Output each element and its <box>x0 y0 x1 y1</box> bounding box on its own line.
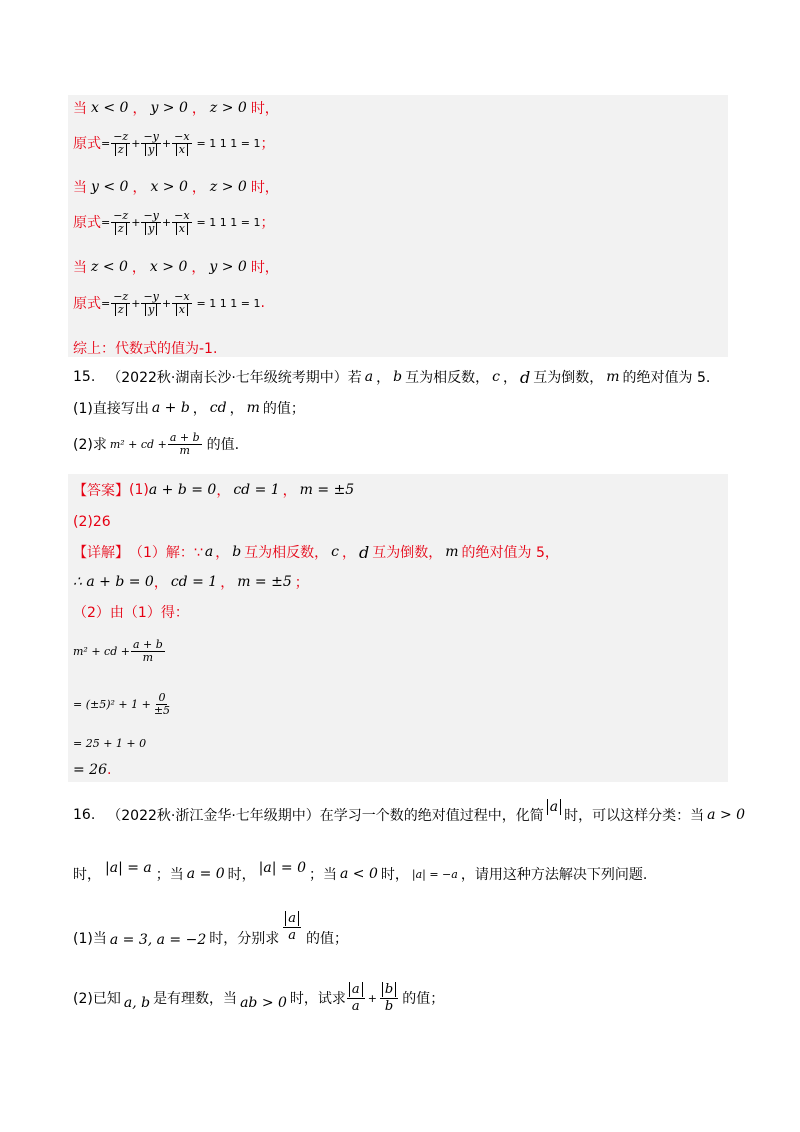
math: b <box>384 998 394 1014</box>
text: ， <box>502 370 517 386</box>
math: −z <box>113 289 129 303</box>
math: y <box>145 143 157 156</box>
text: (1) <box>129 482 149 498</box>
detail-15-step1 <box>73 634 166 668</box>
text: ； <box>260 215 275 231</box>
text: (1)当 <box>73 931 107 947</box>
answer-15-part2 <box>73 511 111 533</box>
math: −x <box>174 208 190 222</box>
math: z > 0 <box>209 179 247 195</box>
math: −x <box>174 289 190 303</box>
math: = 25 + 1 + 0 <box>73 736 147 750</box>
question-number: 15. <box>73 369 96 385</box>
math: ab > 0 <box>240 995 287 1011</box>
math: d <box>519 367 531 387</box>
math: a <box>204 544 214 560</box>
math: a + b <box>169 430 200 444</box>
detail-15-step4 <box>73 759 111 781</box>
question-16-part2 <box>73 978 444 1018</box>
math: a <box>285 911 299 926</box>
math: x > 0 <box>150 179 188 195</box>
math: x <box>176 222 188 235</box>
text: 的值； <box>402 991 445 1007</box>
text: （2022秋·湖南长沙·七年级统考期中）若 <box>107 370 362 386</box>
text: 互为倒数， <box>372 545 443 561</box>
math: m² + cd + <box>109 437 167 451</box>
math: cd = 1 <box>233 482 280 498</box>
math: cd <box>209 400 227 416</box>
math: a <box>351 998 360 1014</box>
question-16-stem <box>73 800 745 830</box>
math: −x <box>174 129 190 143</box>
math: |a| = a <box>105 860 152 876</box>
math: c <box>492 369 500 385</box>
math: ∴ a + b = 0 <box>73 574 154 590</box>
question-15-part2 <box>73 428 239 460</box>
text: （2）由（1）得： <box>73 605 189 621</box>
math: + <box>367 991 377 1005</box>
text: 时，试求 <box>289 991 346 1007</box>
text: (2)26 <box>73 514 111 530</box>
math: a = 3, a = −2 <box>109 932 207 948</box>
text: 时， <box>250 180 279 196</box>
answer-15-block <box>68 474 728 782</box>
text: 原式 <box>73 296 101 312</box>
detail-15-step3 <box>73 733 146 753</box>
text: ， <box>229 401 244 417</box>
math: a + b <box>132 637 163 651</box>
math: a <box>349 982 363 997</box>
math: = (±5)² + 1 + <box>73 697 151 711</box>
text: . <box>107 762 112 778</box>
question-16-part1 <box>73 906 348 948</box>
math: m <box>445 544 459 560</box>
text: ； <box>294 575 309 591</box>
math: −z <box>113 208 129 222</box>
case3-formula: 原式 = $\frac{-z}{z}$ + $\frac{-y}{y}$ + $\frac{-x}{x}$ = 1 1 1 = 1 . <box>73 289 265 316</box>
math: z <box>115 222 127 235</box>
math: a <box>288 927 297 943</box>
detail-15-line1 <box>73 541 559 563</box>
math: x <box>176 303 188 316</box>
case1-formula: 原式 = $\frac{-z}{z}$ + $\frac{-y}{y}$ + $\frac{-x}{x}$ = 1 1 1 = 1 ； <box>73 129 275 156</box>
math: x <box>176 143 188 156</box>
question-16-line2 <box>73 862 647 886</box>
math: y <box>145 303 157 316</box>
math: a = 0 <box>186 866 225 882</box>
math: m <box>179 443 190 457</box>
question-number: 16. <box>73 807 96 823</box>
answer-15 <box>73 479 357 501</box>
math: a + b <box>151 400 190 416</box>
case3-condition: 当 z < 0 ， x > 0 ， y > 0 时， <box>73 259 279 276</box>
text: 当 <box>73 180 87 196</box>
math: = 1 1 1 = 1 <box>196 296 261 310</box>
text: （2022秋·浙江金华·七年级期中）在学习一个数的绝对值过程中，化简 <box>107 808 544 824</box>
text: 当 <box>73 101 87 117</box>
math: −y <box>143 208 159 222</box>
math: |a| = −a <box>411 867 458 881</box>
text: 互为相反数， <box>405 370 490 386</box>
text: 的绝对值为 5. <box>622 370 711 386</box>
text: ， <box>216 483 231 499</box>
math: −y <box>143 129 159 143</box>
math: = 26 <box>73 762 107 778</box>
math: a <box>364 369 374 385</box>
text: ； <box>260 136 275 152</box>
text: 原式 <box>73 136 101 152</box>
text: 综上：代数式的值为-1. <box>73 341 218 357</box>
math: a + b = 0 <box>148 482 217 498</box>
text: 的值. <box>206 437 240 453</box>
text: ， <box>376 370 391 386</box>
case2-formula: 原式 = $\frac{-z}{z}$ + $\frac{-y}{y}$ + $\frac{-x}{x}$ = 1 1 1 = 1 ； <box>73 208 275 235</box>
text: ， <box>342 545 356 561</box>
text: （1）解：∵ <box>129 545 203 561</box>
case1-condition: 当 x < 0 ， y > 0 ， z > 0 时， <box>73 100 279 117</box>
math: −y <box>143 289 159 303</box>
math: = 1 1 1 = 1 <box>196 136 261 150</box>
text: 时， <box>227 867 256 883</box>
text: (1)直接写出 <box>73 401 149 417</box>
math: = <box>101 136 111 150</box>
math: z > 0 <box>209 100 247 116</box>
text: ， <box>220 575 235 591</box>
math: z < 0 <box>91 259 128 275</box>
text: (2)已知 <box>73 991 121 1007</box>
detail-15-line2 <box>73 571 309 593</box>
text: 原式 <box>73 215 101 231</box>
text: 的值； <box>306 931 349 947</box>
math: a, b <box>123 995 151 1011</box>
text: ， <box>192 401 207 417</box>
math: a <box>547 799 561 815</box>
detail-15-line3 <box>73 601 189 623</box>
text: (2)求 <box>73 437 107 453</box>
text: 互为相反数， <box>244 545 329 561</box>
math: m <box>142 650 154 664</box>
text: 时， <box>250 101 279 117</box>
math: |a| = 0 <box>258 860 306 876</box>
text: 当 <box>73 260 87 276</box>
math: ±5 <box>153 703 171 717</box>
math: b <box>393 369 403 385</box>
math: y > 0 <box>209 259 247 275</box>
text: ， <box>282 483 297 499</box>
answer-tag: 【答案】 <box>73 483 129 499</box>
math: a > 0 <box>707 807 746 823</box>
math: m² + cd + <box>73 644 130 658</box>
text: ；当 <box>155 867 184 883</box>
math: y < 0 <box>91 179 129 195</box>
text: 时，可以这样分类：当 <box>564 808 705 824</box>
math: = <box>101 215 111 229</box>
text: . <box>260 295 265 311</box>
math: x > 0 <box>149 259 188 275</box>
case2-condition: 当 y < 0 ， x > 0 ， z > 0 时， <box>73 179 279 196</box>
math: y > 0 <box>150 100 188 116</box>
text: 互为倒数， <box>533 370 604 386</box>
text: ；当 <box>308 867 337 883</box>
math: z <box>115 143 127 156</box>
text: ，请用这种方法解决下列问题. <box>460 867 648 883</box>
math: m = ±5 <box>237 574 292 590</box>
math: m <box>246 400 260 416</box>
math: b <box>382 982 396 997</box>
math: z <box>115 303 127 316</box>
text: 时，分别求 <box>209 931 280 947</box>
math: b <box>232 544 242 560</box>
math: −z <box>113 129 129 143</box>
math: x < 0 <box>91 100 129 116</box>
math: c <box>331 544 339 560</box>
summary <box>73 338 217 358</box>
math: y <box>145 222 157 235</box>
detail-tag: 【详解】 <box>73 545 129 561</box>
text: 是有理数，当 <box>153 991 238 1007</box>
text: 时， <box>73 867 101 883</box>
math: = 1 1 1 = 1 <box>196 215 261 229</box>
math: = <box>101 296 111 310</box>
math: m <box>606 369 620 385</box>
math: m = ±5 <box>299 482 355 498</box>
question-15-part1 <box>73 397 305 419</box>
math: d <box>359 542 370 562</box>
question-15-stem <box>73 366 710 388</box>
text: ， <box>215 545 230 561</box>
math: a < 0 <box>339 866 378 882</box>
math: 0 <box>158 690 166 704</box>
text: 时， <box>380 867 409 883</box>
math: cd = 1 <box>170 574 218 590</box>
text: 的值； <box>262 401 305 417</box>
detail-15-step2 <box>73 687 173 721</box>
text: 时， <box>250 260 279 276</box>
text: 的绝对值为 5， <box>461 545 559 561</box>
text: ， <box>153 575 168 591</box>
